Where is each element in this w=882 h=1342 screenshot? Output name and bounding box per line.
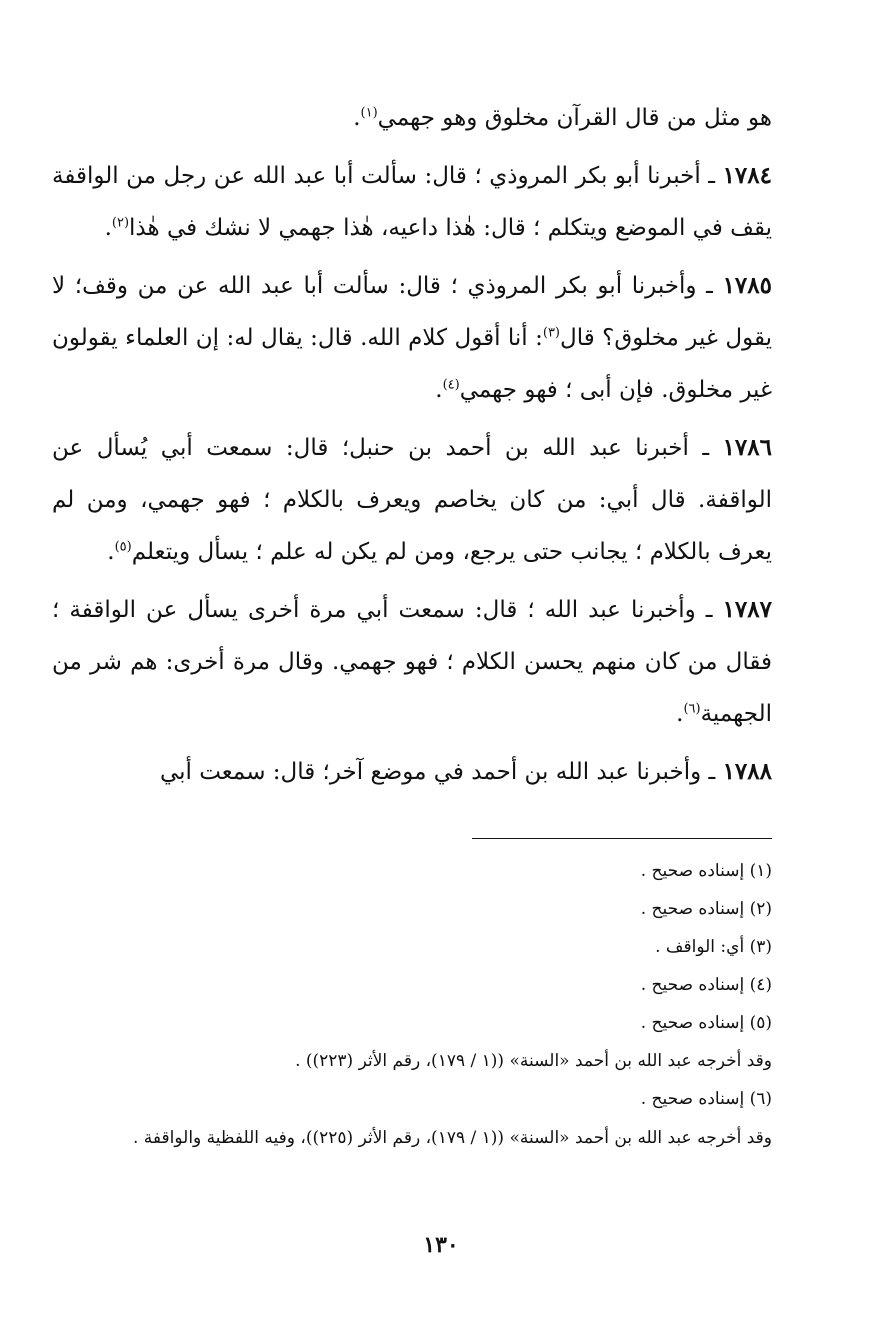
paragraph-1786 [52,422,772,578]
paragraph-end: . [107,539,115,565]
paragraph-end: . [353,105,361,131]
footnote-ref: (٤) [442,377,460,393]
paragraph-text: ـ أخبرنا عبد الله بن أحمد بن حنبل؛ قال: سمعت أبي يُسأل عن الواقفة. قال أبي: من كان يخاصم ويعرف بالكلام ؛ فهو جهمي، ومن لم يعرف بالكلام ؛ يجانب حتى يرجع، ومن لم يكن له علم ؛ يسأل ويتعلم [52,435,772,565]
paragraph-1787 [52,584,772,740]
athar-number: ١٧٨٤ [722,162,772,189]
main-text [52,92,772,804]
footnote-divider [472,838,772,839]
paragraph-text: ـ وأخبرنا أبو بكر المروذي ؛ قال: سألت أبا عبد الله عن من وقف؛ لا يقول غير مخلوق؟ قال [52,273,772,351]
footnote-6-extra: وقد أخرجه عبد الله بن أحمد «السنة» ((١ / ١٧٩)، رقم الأثر (٢٢٥))، وفيه اللفظية والواقفة . [133,1128,772,1148]
footnote-ref: (٣) [542,325,560,341]
paragraph-text: ـ وأخبرنا عبد الله بن أحمد في موضع آخر؛ قال: سمعت أبي [159,759,723,785]
footnote-5: (٥) إسناده صحيح . [640,1013,772,1033]
paragraph-text: ـ وأخبرنا عبد الله ؛ قال: سمعت أبي مرة أخرى يسأل عن الواقفة ؛ فقال من كان منهم يحسن الكلام ؛ فهو جهمي. وقال مرة أخرى: هم شر من الجهمية [52,597,772,727]
paragraph-text: ـ أخبرنا أبو بكر المروذي ؛ قال: سألت أبا عبد الله عن رجل من الواقفة يقف في الموضع ويتكلم ؛ قال: هٰذا داعيه، هٰذا جهمي لا نشك في هٰذا [52,163,772,241]
athar-number: ١٧٨٧ [722,596,772,623]
athar-number: ١٧٨٥ [722,272,772,299]
paragraph-text: : أنا أقول كلام الله. قال: يقال له: إن العلماء يقولون غير مخلوق. فإن أبى ؛ فهو جهمي [52,325,772,403]
footnote-ref: (٥) [114,539,132,555]
paragraph-end: . [104,215,112,241]
paragraph-continuation [52,92,772,144]
footnotes [52,852,772,1158]
athar-number: ١٧٨٦ [722,434,772,461]
footnote-ref: (٦) [683,701,701,717]
athar-number: ١٧٨٨ [722,758,772,785]
footnote-1: (١) إسناده صحيح . [640,861,772,881]
paragraph-1788 [52,746,772,798]
paragraph-end: . [676,701,684,727]
paragraph-end: . [435,377,443,403]
paragraph-1785 [52,260,772,416]
footnote-4: (٤) إسناده صحيح . [640,975,772,995]
paragraph-text: هو مثل من قال القرآن مخلوق وهو جهمي [377,105,772,131]
footnote-3: (٣) أي: الواقف . [655,937,772,957]
footnote-ref: (٢) [111,215,130,231]
page-number: ١٣٠ [423,1232,459,1258]
paragraph-1784 [52,150,772,254]
footnote-ref: (١) [360,105,378,121]
footnote-6: (٦) إسناده صحيح . [640,1089,772,1109]
footnote-5-extra: وقد أخرجه عبد الله بن أحمد «السنة» ((١ / ١٧٩)، رقم الأثر (٢٢٣)) . [295,1051,772,1071]
footnote-2: (٢) إسناده صحيح . [640,899,772,919]
